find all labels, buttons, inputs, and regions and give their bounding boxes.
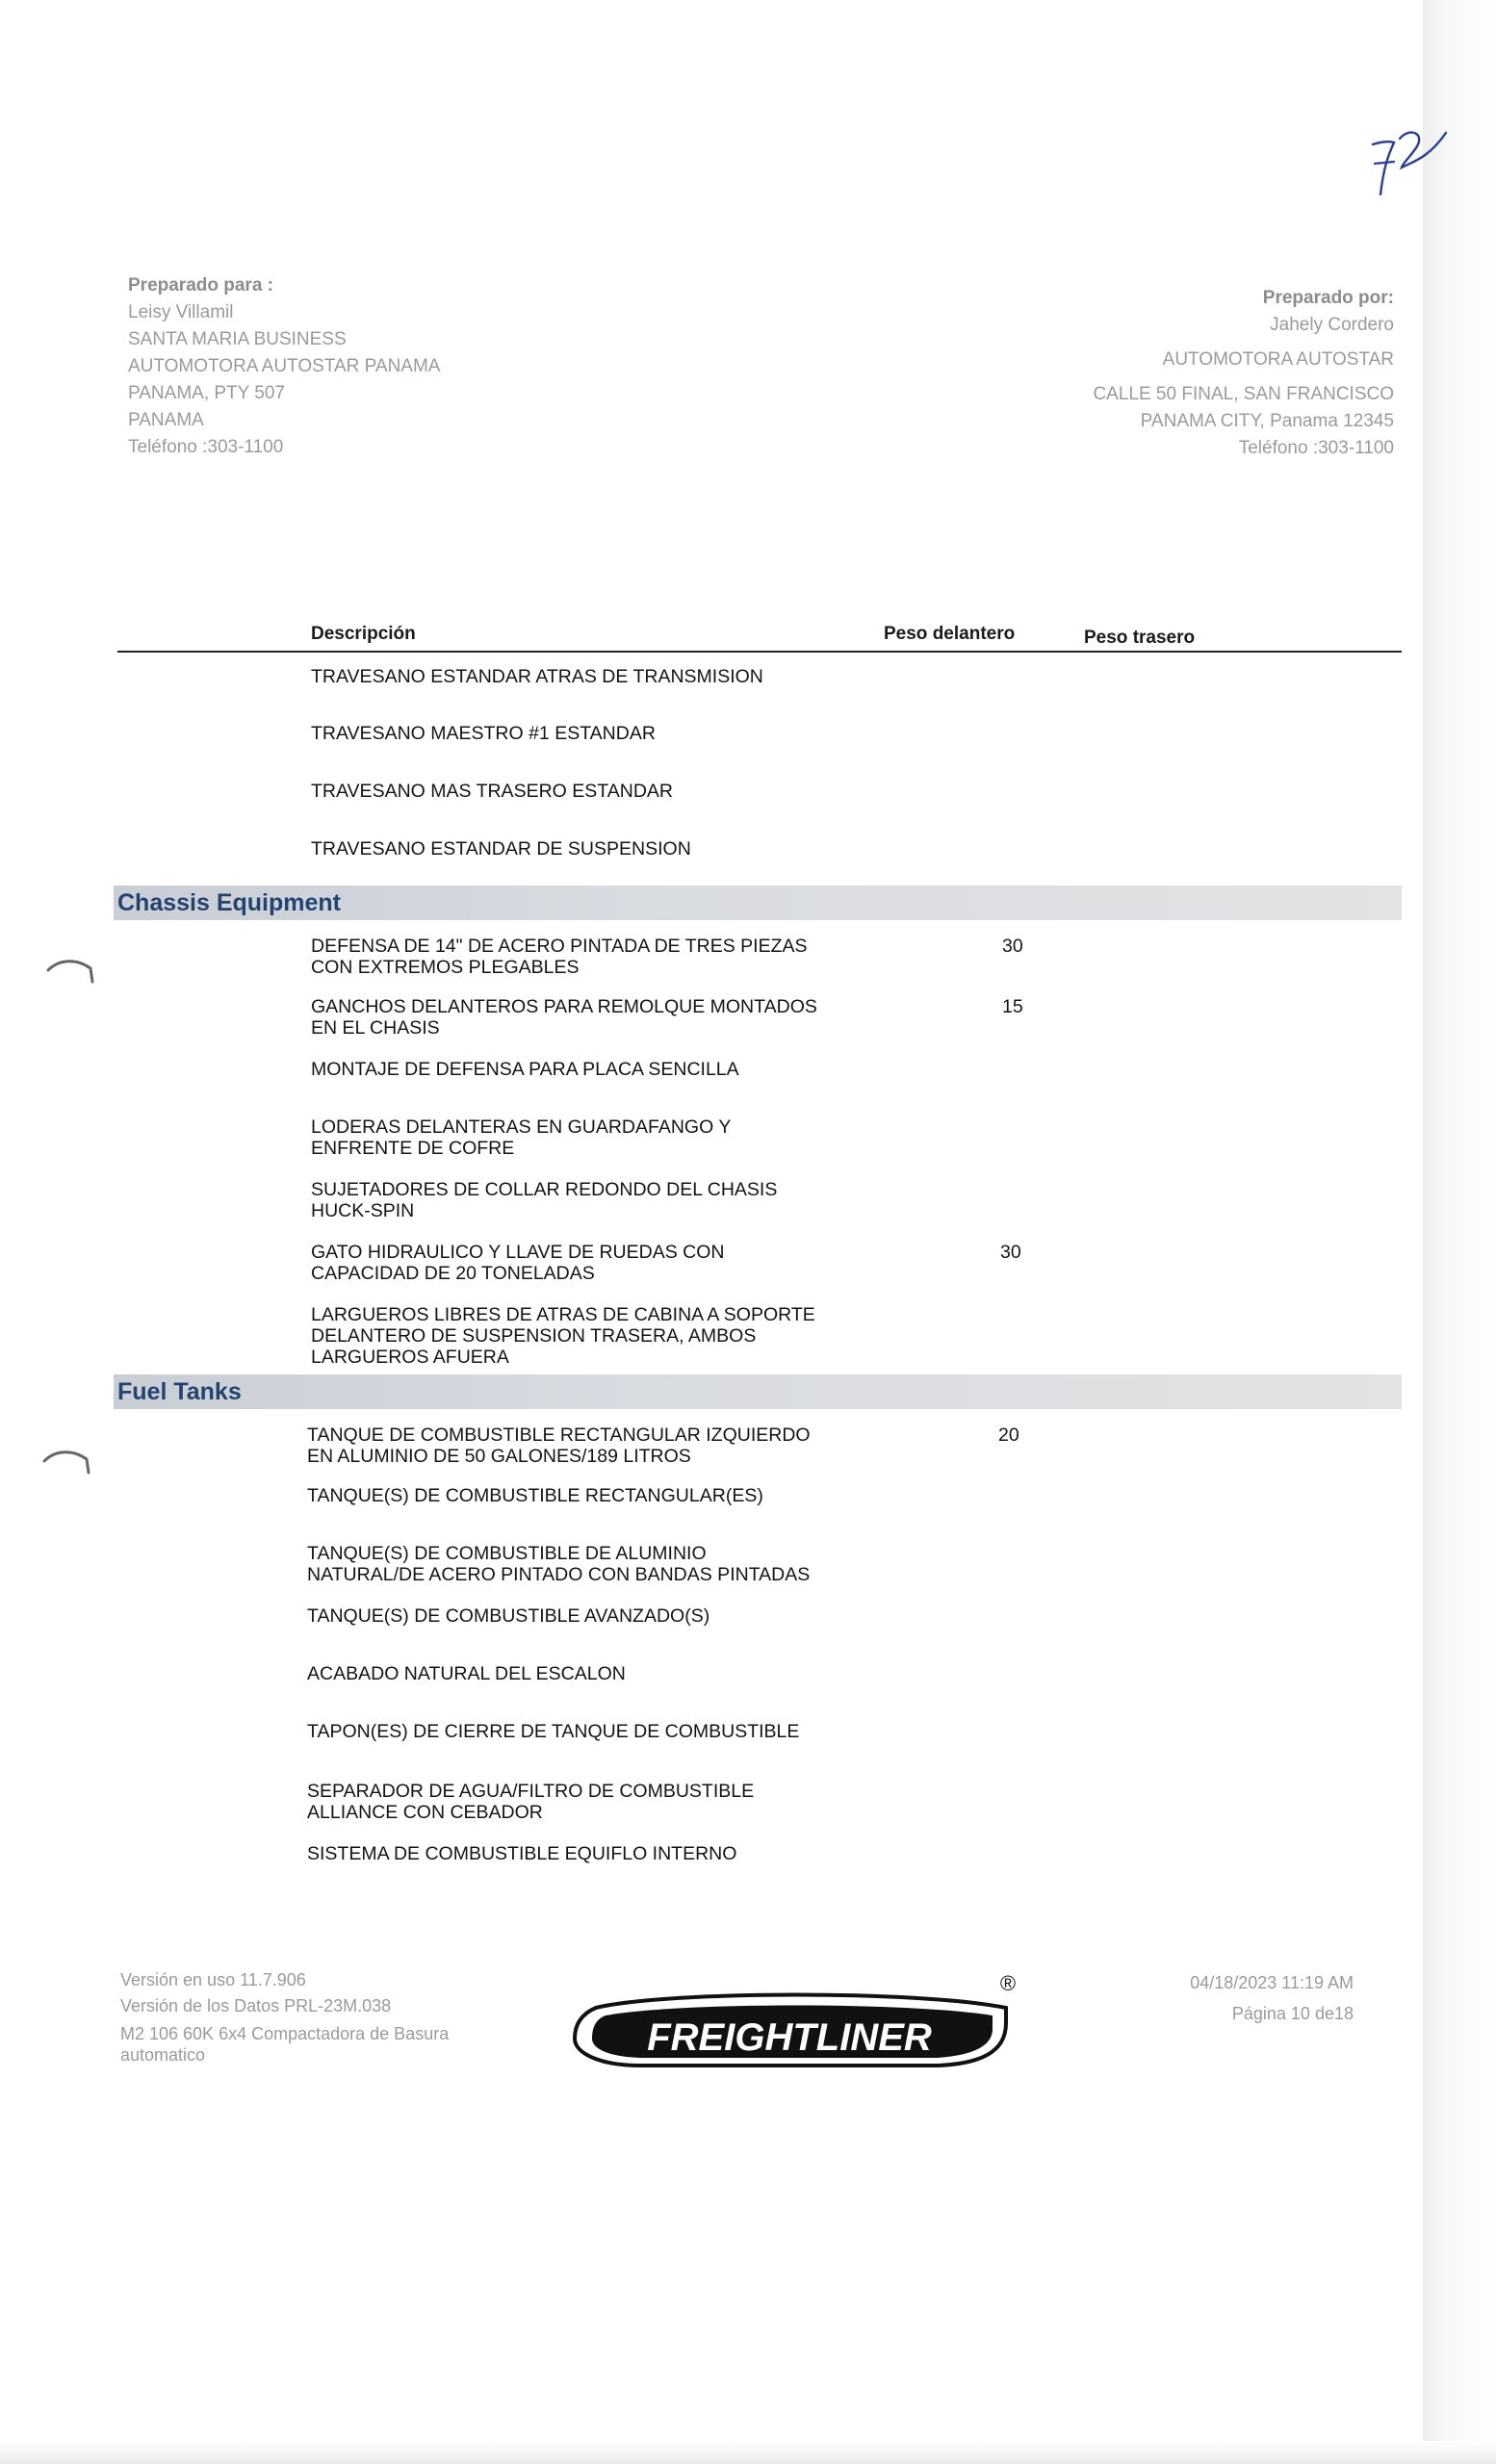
section-title: Chassis Equipment	[117, 889, 341, 916]
footer-page-number: Página 10 de18	[1231, 2004, 1354, 2023]
spec-front-weight: 30	[1002, 936, 1023, 957]
footer-datetime: 04/18/2023 11:19 AM	[1190, 1973, 1354, 1992]
spec-front-weight: 30	[1000, 1242, 1021, 1263]
prepared-for-country: PANAMA	[128, 410, 204, 430]
prepared-by-heading: Preparado por:	[1262, 288, 1394, 308]
handwritten-page-number	[1365, 114, 1452, 200]
spec-description: TANQUE DE COMBUSTIBLE RECTANGULAR IZQUIERDO EN ALUMINIO DE 50 GALONES/189 LITROS	[307, 1424, 811, 1467]
scan-bottom-edge	[0, 2441, 1496, 2464]
column-header-rear-weight: Peso trasero	[1084, 628, 1196, 648]
prepared-by-address1: CALLE 50 FINAL, SAN FRANCISCO	[1093, 384, 1394, 404]
section-header-chassis-equipment	[114, 886, 1402, 920]
spec-description: TRAVESANO MAS TRASERO ESTANDAR	[311, 781, 673, 802]
footer-version-use: Versión en uso 11.7.906	[120, 1970, 306, 1989]
prepared-for-heading: Preparado para :	[128, 275, 273, 295]
spec-description: LODERAS DELANTERAS EN GUARDAFANGO Y ENFRENTE DE COFRE	[311, 1116, 732, 1159]
prepared-for-name: Leisy Villamil	[128, 302, 234, 322]
logo-text: FREIGHTLINER	[647, 2016, 932, 2059]
spec-description: SISTEMA DE COMBUSTIBLE EQUIFLO INTERNO	[307, 1843, 737, 1864]
spec-description: GATO HIDRAULICO Y LLAVE DE RUEDAS CON CAPACIDAD DE 20 TONELADAS	[311, 1242, 725, 1284]
scan-right-edge	[1423, 0, 1496, 2464]
footer-model: M2 106 60K 6x4 Compactadora de Basura automatico	[120, 2024, 450, 2065]
spec-description: TRAVESANO MAESTRO #1 ESTANDAR	[311, 723, 656, 744]
spec-description: MONTAJE DE DEFENSA PARA PLACA SENCILLA	[311, 1059, 739, 1080]
spec-description: TRAVESANO ESTANDAR DE SUSPENSION	[311, 838, 691, 860]
prepared-for-dealer: AUTOMOTORA AUTOSTAR PANAMA	[128, 356, 441, 376]
spec-description: TAPON(ES) DE CIERRE DE TANQUE DE COMBUSTIBLE	[307, 1721, 800, 1742]
spec-description: TANQUE(S) DE COMBUSTIBLE DE ALUMINIO NATURAL/DE ACERO PINTADO CON BANDAS PINTADAS	[307, 1543, 811, 1585]
spec-description: GANCHOS DELANTEROS PARA REMOLQUE MONTADOS EN EL CHASIS	[311, 996, 817, 1039]
section-header-fuel-tanks	[114, 1374, 1402, 1409]
spec-description: DEFENSA DE 14" DE ACERO PINTADA DE TRES PIEZAS CON EXTREMOS PLEGABLES	[311, 936, 808, 978]
registered-mark: ®	[999, 1971, 1017, 1995]
column-header-front-weight: Peso delantero	[884, 624, 1016, 644]
spec-description: LARGUEROS LIBRES DE ATRAS DE CABINA A SOPORTE DELANTERO DE SUSPENSION TRASERA, AMBOS LARGUEROS AFUERA	[311, 1304, 815, 1368]
footer-version-data: Versión de los Datos PRL-23M.038	[120, 1996, 392, 2015]
prepared-for-phone: Teléfono :303-1100	[128, 437, 284, 457]
prepared-for-block	[128, 272, 440, 461]
spec-description: TANQUE(S) DE COMBUSTIBLE RECTANGULAR(ES)	[307, 1485, 763, 1506]
column-header-description: Descripción	[311, 624, 416, 644]
footer-page-info	[1190, 1967, 1354, 2029]
prepared-by-address2: PANAMA CITY, Panama 12345	[1140, 411, 1394, 431]
punch-hole-mark	[42, 953, 98, 991]
spec-description: TRAVESANO ESTANDAR ATRAS DE TRANSMISION	[311, 666, 763, 687]
prepared-by-block	[1093, 285, 1394, 462]
spec-description: SUJETADORES DE COLLAR REDONDO DEL CHASIS HUCK-SPIN	[311, 1179, 778, 1221]
prepared-for-city: PANAMA, PTY 507	[128, 383, 285, 403]
prepared-by-phone: Teléfono :303-1100	[1238, 438, 1394, 458]
spec-description: SEPARADOR DE AGUA/FILTRO DE COMBUSTIBLE ALLIANCE CON CEBADOR	[307, 1781, 755, 1823]
spec-front-weight: 15	[1002, 996, 1023, 1017]
prepared-by-name: Jahely Cordero	[1270, 315, 1394, 335]
spec-description: TANQUE(S) DE COMBUSTIBLE AVANZADO(S)	[307, 1605, 710, 1627]
footer-version-block	[120, 1967, 449, 2066]
section-title: Fuel Tanks	[117, 1378, 242, 1405]
spec-front-weight: 20	[998, 1424, 1019, 1446]
freightliner-logo	[554, 1965, 1025, 2081]
prepared-for-company: SANTA MARIA BUSINESS	[128, 329, 347, 349]
punch-hole-mark	[39, 1444, 94, 1482]
header-divider	[117, 651, 1402, 653]
spec-description: ACABADO NATURAL DEL ESCALON	[307, 1663, 626, 1684]
prepared-by-company: AUTOMOTORA AUTOSTAR	[1162, 349, 1394, 370]
